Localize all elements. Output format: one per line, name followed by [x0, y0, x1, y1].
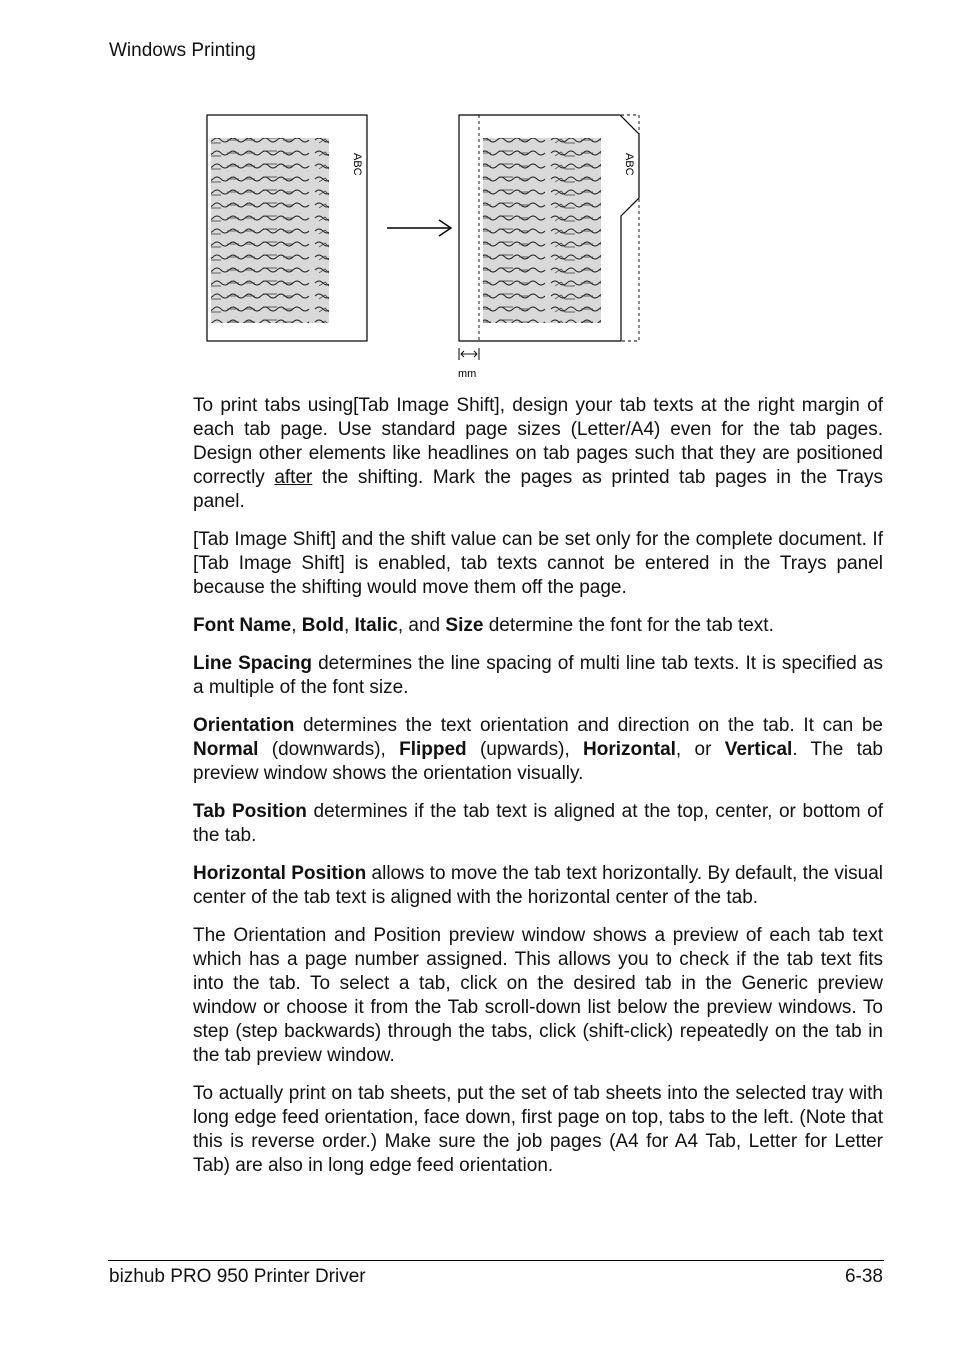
- shift-arrow: [387, 220, 451, 236]
- paragraph-tab-image-shift: [Tab Image Shift] and the shift value can be set only for the complete document. If [Tab Image Shift] is enabled, tab texts cannot be entered in the Trays panel because the shifting would move them off the page.: [193, 529, 883, 598]
- footer-product-name: bizhub PRO 950 Printer Driver: [109, 1266, 366, 1287]
- paragraph-preview-window: The Orientation and Position preview window shows a preview of each tab text which has a page number assigned. This allows you to check if the tab text fits into the tab. To select a tab, click on the desired tab in the Generic preview window or choose it from the Tab scroll-down list below the preview windows. To step (step backwards) through the tabs, click (shift-click) repeatedly on the tab in the tab preview window.: [193, 925, 883, 1066]
- tab-label-shifted: ABC: [623, 153, 635, 176]
- body-text: [193, 394, 883, 1192]
- paragraph-font: Font Name, Bold, Italic, and Size determine the font for the tab text.: [193, 615, 774, 636]
- footer-page-number: 6-38: [844, 1266, 883, 1287]
- footer-rule: [108, 1260, 884, 1261]
- paragraph-tab-design: To print tabs using[Tab Image Shift], design your tab texts at the right margin of each tab page. Use standard page sizes (Letter/A4) even for the tab pages. Design other elements like headlines on tab pages such that they are positioned correctly after the shifting. Mark the pages as printed tab pages in the Trays panel.: [193, 395, 883, 512]
- shift-unit-label: mm: [458, 368, 477, 380]
- shift-dimension: [458, 348, 479, 380]
- paragraph-tab-position: Tab Position determines if the tab text is aligned at the top, center, or bottom of the tab.: [193, 801, 884, 846]
- paragraph-line-spacing: Line Spacing determines the line spacing of multi line tab texts. It is specified as a multiple of the font size.: [193, 653, 883, 698]
- tab-image-shift-figure: [195, 108, 655, 383]
- paragraph-orientation: Orientation determines the text orientation and direction on the tab. It can be Normal (downwards), Flipped (upwards), Horizontal, or Vertical. The tab preview window shows the orientation visually.: [193, 715, 883, 784]
- paragraph-horizontal-position: Horizontal Position allows to move the tab text horizontally. By default, the visual center of the tab text is aligned with the horizontal center of the tab.: [193, 863, 883, 908]
- running-header: Windows Printing: [109, 40, 256, 61]
- shifted-tab-page: [459, 115, 639, 341]
- paragraph-print-tab-sheets: To actually print on tab sheets, put the set of tab sheets into the selected tray with long edge feed orientation, face down, first page on top, tabs to the left. (Note that this is reverse order.) Make sure the job pages (A4 for A4 Tab, Letter for Letter Tab) are also in long edge feed orientation.: [193, 1083, 883, 1176]
- original-page: [207, 115, 367, 341]
- tab-label-original: ABC: [351, 153, 363, 176]
